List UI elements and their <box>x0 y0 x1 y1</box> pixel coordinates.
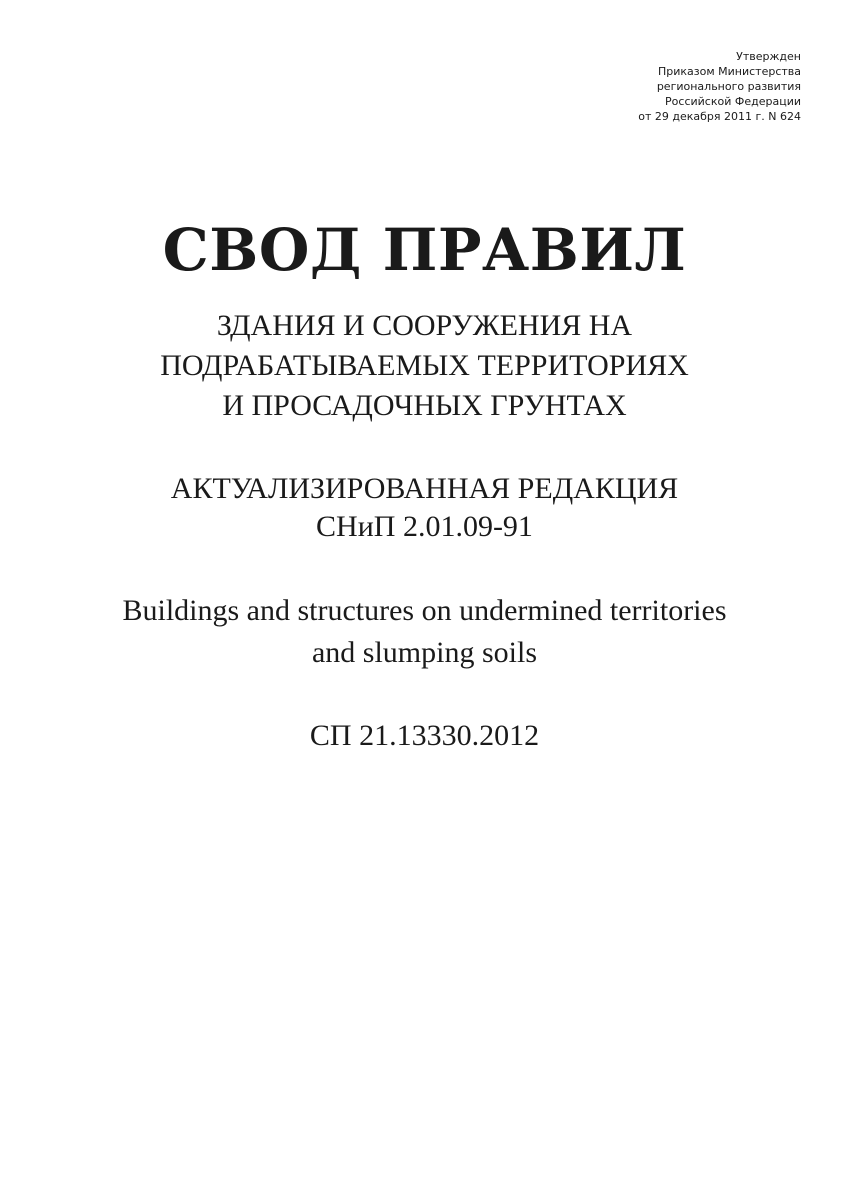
english-title-line: Buildings and structures on undermined territories <box>122 594 727 627</box>
document-subtitle <box>0 306 849 426</box>
approval-line-country: Российской Федерации <box>665 95 801 108</box>
subtitle-line: ЗДАНИЯ И СООРУЖЕНИЯ НА <box>216 309 633 342</box>
english-title-line: and slumping soils <box>311 636 537 669</box>
english-title <box>0 590 849 674</box>
approval-line-date: от 29 декабря 2011 г. N 624 <box>638 110 801 123</box>
edition-label: АКТУАЛИЗИРОВАННАЯ РЕДАКЦИЯ <box>170 472 679 505</box>
snip-reference: СНиП 2.01.09-91 <box>316 510 533 543</box>
document-code: СП 21.13330.2012 <box>309 719 540 752</box>
approval-line-approved: Утвержден <box>736 50 801 63</box>
approval-line-order: Приказом Министерства <box>657 65 801 78</box>
document-title: СВОД ПРАВИЛ <box>162 216 687 284</box>
subtitle-line: И ПРОСАДОЧНЫХ ГРУНТАХ <box>222 389 627 422</box>
approval-line-ministry: регионального развития <box>656 80 801 93</box>
subtitle-line: ПОДРАБАТЫВАЕМЫХ ТЕРРИТОРИЯХ <box>160 349 689 382</box>
edition-block <box>0 470 849 546</box>
approval-block <box>541 49 801 124</box>
